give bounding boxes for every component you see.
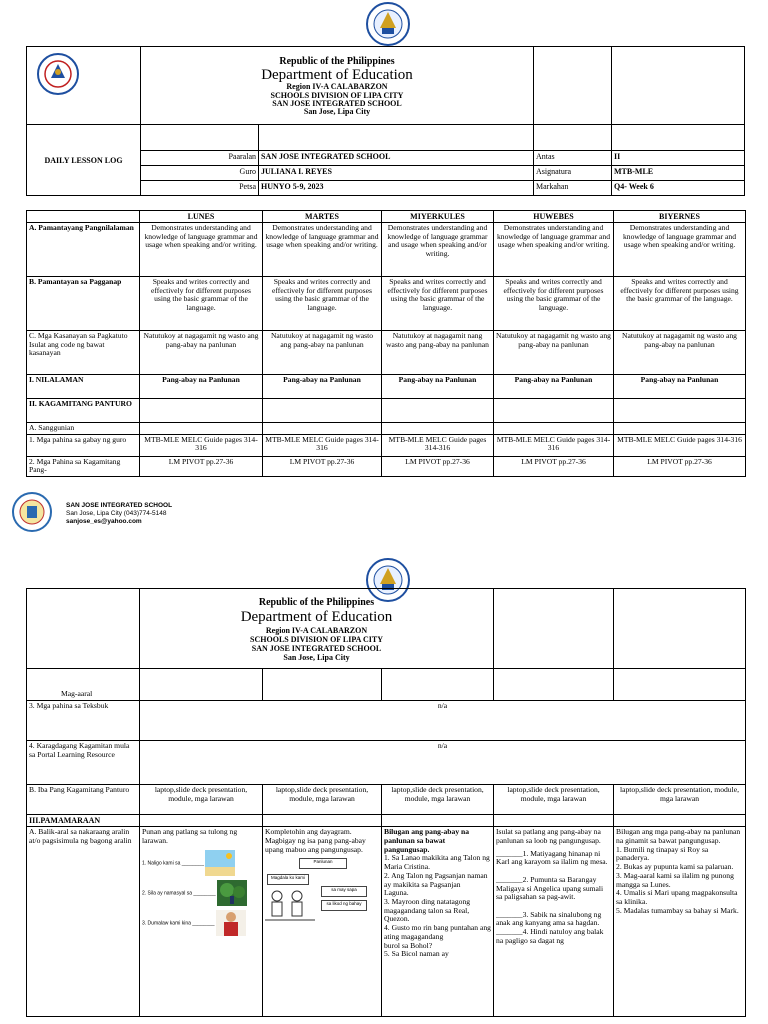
antas-label: Antas [534, 151, 612, 166]
table-cell: Demonstrates understanding and knowledge of language grammar and usage when speaking and/or writing. [494, 223, 614, 277]
lunes-activity-cell [140, 827, 263, 1017]
martes-diagram [265, 858, 379, 928]
day-header: MIYERKULES [382, 211, 494, 223]
row-label: II. KAGAMITANG PANTURO [27, 399, 140, 423]
petsa-value: HUNYO 5-9, 2023 [259, 181, 534, 196]
table-cell [494, 423, 614, 435]
school-text: SAN JOSE INTEGRATED SCHOOL [272, 99, 402, 109]
lunes-item: 2. Sila ay namasyal sa ________ [142, 889, 216, 896]
biyernes-activity-cell [614, 827, 746, 1017]
antas-value: II [612, 151, 745, 166]
region-text: Region IV-A CALABARZON [265, 625, 368, 635]
info-spacer [259, 125, 534, 151]
petsa-label: Petsa [141, 181, 259, 196]
table-cell [614, 399, 746, 423]
portal-value: n/a [140, 741, 746, 785]
table-cell: Natutukoy at nagagamit ng wasto ang pang-abay na panlunan [140, 331, 263, 375]
table-cell: laptop,slide deck presentation, module, mga larawan [140, 785, 263, 815]
biyernes-intro: Bilugan ang mga pang-abay na panlunan na ginamit sa bawat pangungusap. [616, 827, 741, 845]
huwebes-body: _______1. Matiyagang hinanap ni Karl ang karayom sa ilalim ng mesa. _______2. Pumunta sa Barangay Maligaya si Angelica upang sumali sa paligsahan sa pag-awit. _______3. Sabik na sinalubong ng anak ang kanyang ama sa hagdan. _______4. Hindi natuloy ang balak na pagligo sa dagat ng [496, 848, 608, 945]
table-cell [494, 399, 614, 423]
republic-text: Republic of the Philippines [258, 597, 375, 608]
row-label: 4. Karagdagang Kagamitan mula sa Portal Learning Resource [27, 741, 140, 785]
diagram-box-mid: Magdala ko kami [267, 874, 309, 885]
row-label: 3. Mga pahina sa Teksbuk [27, 701, 140, 741]
row-label: C. Mga Kasanayan sa Pagkatuto Isulat ang code ng bawat kasanayan [27, 331, 140, 375]
table-cell [140, 399, 263, 423]
huwebes-activity-cell [494, 827, 614, 1017]
table-cell: LM PIVOT pp.27-36 [263, 456, 382, 476]
table-cell: Pang-abay na Panlunan [382, 375, 494, 399]
table-cell: Speaks and writes correctly and effectively for different purposes using the basic grammar of the language. [140, 277, 263, 331]
division-text: SCHOOLS DIVISION OF LIPA CITY [270, 90, 404, 100]
pamamaraan-label: III.PAMAMARAAN [27, 815, 140, 827]
department-text: Department of Education [240, 608, 393, 625]
table-cell [140, 423, 263, 435]
martes-activity-cell [263, 827, 382, 1017]
diagram-box-right1: sa may sapa [321, 886, 367, 897]
info-spacer [141, 125, 259, 151]
school-text: SAN JOSE INTEGRATED SCHOOL [251, 644, 382, 654]
deped-seal-top [366, 2, 410, 46]
table-cell [614, 815, 746, 827]
lunes-intro: Punan ang patlang sa tulong ng larawan. [142, 827, 238, 845]
table-cell: MTB-MLE MELC Guide pages 314-316 [494, 434, 614, 456]
beach-image [205, 850, 235, 876]
table-cell [614, 423, 746, 435]
guro-label: Guro [141, 166, 259, 181]
info-spacer [534, 125, 612, 151]
footer-info [66, 502, 172, 526]
location-text: San Jose, Lipa City [303, 107, 371, 117]
huwebes-intro: Isulat sa patlang ang pang-abay na panlunan sa loob ng pangungusap. [496, 827, 601, 845]
martes-intro: Kompletohin ang dayagram. Magbigay ng isa pang pang-abay upang mabuo ang pangungusap. [265, 827, 366, 854]
markahan-value: Q4- Week 6 [612, 181, 745, 196]
table-cell: laptop,slide deck presentation, module, mga larawan [494, 785, 614, 815]
republic-text: Republic of the Philippines [279, 56, 395, 67]
footer-email: sanjose_es@yahoo.com [66, 518, 142, 526]
lunes-picture-items [142, 850, 260, 936]
day-header: LUNES [140, 211, 263, 223]
table-cell [382, 669, 494, 701]
biyernes-body: 1. Bumili ng tinapay si Roy sa panaderya. 2. Bukas ay pupunta kami sa palaruan. 3. Mag-aaral kami sa ilalim ng punong mangga sa Lunes. 4. Umalis si Mari upang magpakonsulta sa klinika. 5. Madalas tumambay sa bahay si Mark. [616, 844, 739, 915]
miyerkules-activity-cell [382, 827, 494, 1017]
header-empty-cell [494, 589, 614, 669]
row-label: A. Balik-aral sa nakaraang aralin at/o pagsisimula ng bagong aralin [27, 827, 140, 1017]
table-cell [382, 423, 494, 435]
lesson-table-page2 [26, 588, 746, 1017]
day-header-blank [27, 211, 140, 223]
table-cell: Demonstrates understanding and knowledge of language grammar and usage when speaking and/or writing. [263, 223, 382, 277]
table-cell: Pang-abay na Panlunan [614, 375, 746, 399]
table-cell: Demonstrates understanding and knowledge of language grammar and usage when speaking and/or writing. [382, 223, 494, 277]
lunes-item: 1. Naligo kami sa ________ [142, 859, 204, 866]
table-cell: LM PIVOT pp.27-36 [382, 456, 494, 476]
table-cell [263, 815, 382, 827]
header-logo-cell-page2 [27, 589, 140, 669]
day-header: HUWEBES [494, 211, 614, 223]
info-spacer [612, 125, 745, 151]
paaralan-value: SAN JOSE INTEGRATED SCHOOL [259, 151, 534, 166]
asignatura-value: MTB-MLE [612, 166, 745, 181]
header-title-block [141, 47, 534, 125]
table-cell: laptop,slide deck presentation, module, mga larawan [263, 785, 382, 815]
table-cell: Demonstrates understanding and knowledge of language grammar and usage when speaking and/or writing. [140, 223, 263, 277]
table-cell: LM PIVOT pp.27-36 [614, 456, 746, 476]
footer-address: San Jose, Lipa City (043)774-5148 [66, 510, 167, 518]
row-label: B. Iba Pang Kagamitang Panturo [27, 785, 140, 815]
row-label: B. Pamantayan sa Pagganap [27, 277, 140, 331]
school-logo-footer [12, 492, 52, 532]
table-cell: MTB-MLE MELC Guide pages 314-316 [140, 434, 263, 456]
row-label: I. NILALAMAN [27, 375, 140, 399]
table-cell: Speaks and writes correctly and effectively for different purposes using the basic grammar of the language. [614, 277, 746, 331]
table-cell: LM PIVOT pp.27-36 [140, 456, 263, 476]
day-header: BIYERNES [614, 211, 746, 223]
lesson-table-page1 [26, 210, 746, 477]
table-cell: laptop,slide deck presentation, module, mga larawan [614, 785, 746, 815]
table-cell: Natutukoy at nagagamit ng wasto ang pang-abay na panlunan [614, 331, 746, 375]
day-header: MARTES [263, 211, 382, 223]
lunes-item: 3. Dumalaw kami kina ________ [142, 919, 215, 926]
table-cell: MTB-MLE MELC Guide pages 314-316 [382, 434, 494, 456]
table-cell [614, 669, 746, 701]
table-cell [382, 399, 494, 423]
row-label: 1. Mga pahina sa gabay ng guro [27, 434, 140, 456]
header-title-block-page2 [140, 589, 494, 669]
department-text: Department of Education [261, 66, 413, 83]
header-table [26, 46, 745, 196]
table-cell: Pang-abay na Panlunan [140, 375, 263, 399]
table-cell [382, 815, 494, 827]
header-empty-cell [612, 47, 745, 125]
park-image [217, 880, 247, 906]
location-text: San Jose, Lipa City [283, 653, 350, 663]
table-cell [494, 669, 614, 701]
children-sketch [265, 886, 319, 926]
header-empty-cell [534, 47, 612, 125]
table-cell: Pang-abay na Panlunan [494, 375, 614, 399]
table-cell: Speaks and writes correctly and effectively for different purposes using the basic grammar of the language. [263, 277, 382, 331]
table-cell: Pang-abay na Panlunan [263, 375, 382, 399]
deped-logo-left [37, 53, 79, 95]
table-cell: Demonstrates understanding and knowledge of language grammar and usage when speaking and/or writing. [614, 223, 746, 277]
table-cell: Natutukoy at nagagamit ng wasto ang pang-abay na panlunan [263, 331, 382, 375]
row-label: 2. Mga Pahina sa Kagamitang Pang- [27, 456, 140, 476]
table-cell [140, 669, 263, 701]
table-cell [140, 815, 263, 827]
table-cell: MTB-MLE MELC Guide pages 314-316 [263, 434, 382, 456]
table-cell: LM PIVOT pp.27-36 [494, 456, 614, 476]
markahan-label: Markahan [534, 181, 612, 196]
footer-school: SAN JOSE INTEGRATED SCHOOL [66, 502, 173, 509]
family-image [216, 910, 246, 936]
daily-lesson-log-title: DAILY LESSON LOG [27, 125, 141, 196]
table-cell: Speaks and writes correctly and effectively for different purposes using the basic grammar of the language. [494, 277, 614, 331]
table-cell: laptop,slide deck presentation, module, mga larawan [382, 785, 494, 815]
division-text: SCHOOLS DIVISION OF LIPA CITY [250, 634, 383, 644]
region-text: Region IV-A CALABARZON [286, 82, 388, 92]
table-cell: Natutukoy at nagagamit ng wasto ang pang-abay na panlunan [494, 331, 614, 375]
guro-value: JULIANA I. REYES [259, 166, 534, 181]
paaralan-label: Paaralan [141, 151, 259, 166]
tekstbuk-value: n/a [140, 701, 746, 741]
miyerkules-body: 1. Sa Lanao makikita ang Talon ng Maria Cristina. 2. Ang Talon ng Pagsanjan naman ay makikita sa Pagsanjan Laguna. 3. Mayroon ding natatagong magagandang talon sa Real, Quezon. 4. Gusto mo rin bang puntahan ang ating magagandang burol sa Bohol? 5. Sa Bicol naman ay [384, 853, 491, 959]
diagram-box-top: Panlunan [299, 858, 347, 869]
table-cell [263, 399, 382, 423]
diagram-box-right2: sa likod ng bahay [321, 900, 367, 911]
header-empty-cell [614, 589, 746, 669]
table-cell: Speaks and writes correctly and effectively for different purposes using the basic grammar of the language. [382, 277, 494, 331]
table-cell [494, 815, 614, 827]
row-label: A. Sanggunian [27, 423, 140, 435]
table-cell: Natutukoy at nagagamit nang wasto ang pang-abay na panlunan [382, 331, 494, 375]
table-cell [263, 669, 382, 701]
asignatura-label: Asignatura [534, 166, 612, 181]
row-label: A. Pamantayang Pangnilalaman [27, 223, 140, 277]
miyerkules-intro: Bilugan ang pang-abay na panlunan sa bawat pangungusap. [384, 827, 470, 854]
table-cell [263, 423, 382, 435]
table-cell: MTB-MLE MELC Guide pages 314-316 [614, 434, 746, 456]
header-logo-cell [27, 47, 141, 125]
mag-aaral-label: Mag-aaral [27, 669, 140, 701]
